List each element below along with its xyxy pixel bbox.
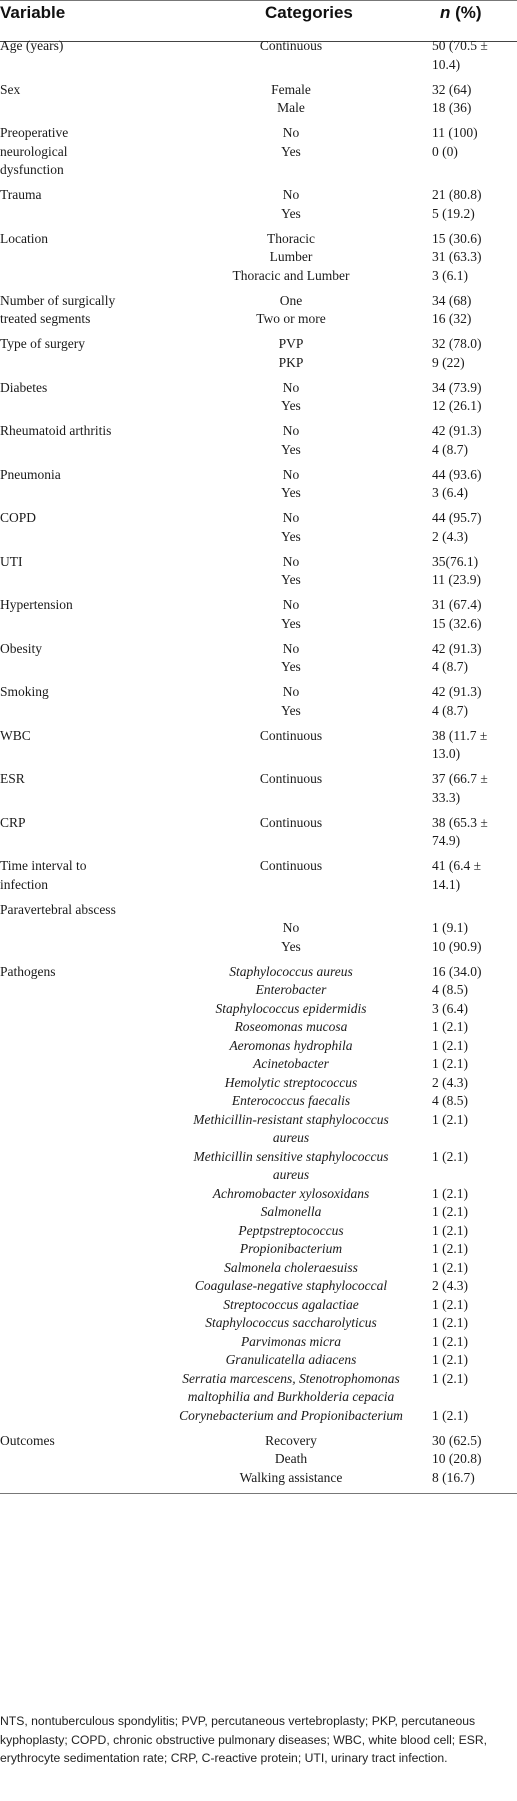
n-percent-cell-line: 10 (20.8)	[432, 1451, 482, 1466]
n-percent-cell	[432, 292, 517, 329]
table-row	[0, 230, 517, 286]
table-row	[0, 814, 517, 851]
category-cell	[160, 81, 422, 118]
category-cell-line: PKP	[278, 354, 304, 370]
category-cell-line: Staphylococcus epidermidis	[215, 1000, 367, 1016]
n-percent-cell-line: 2 (4.3)	[432, 1074, 468, 1090]
category-cell-line: No	[282, 510, 300, 525]
n-percent-cell-line: 14.1)	[432, 876, 461, 892]
n-percent-cell	[432, 1432, 517, 1488]
n-percent-cell-line	[432, 1388, 517, 1407]
n-percent-cell-line: 44 (95.7)	[432, 510, 482, 525]
n-percent-cell	[432, 727, 517, 764]
category-cell	[160, 466, 422, 503]
category-cell-line: Yes	[281, 485, 301, 500]
category-cell-line: Two or more	[256, 311, 326, 326]
n-percent-cell-line: 38 (11.7 ±	[432, 727, 488, 743]
variable-cell-line: Pneumonia	[0, 466, 61, 482]
category-cell	[160, 422, 422, 459]
table-row	[0, 292, 517, 329]
n-percent-cell-line: 1 (2.1)	[432, 1352, 468, 1367]
category-cell-line: Salmonella	[260, 1204, 322, 1219]
n-percent-cell-line: 31 (63.3)	[432, 249, 482, 264]
category-cell-line: Female	[271, 81, 311, 97]
table-row	[0, 186, 517, 223]
n-percent-cell-line: 3 (6.4)	[432, 485, 468, 500]
category-cell	[160, 857, 422, 876]
category-cell-line: Propionibacterium	[239, 1241, 343, 1256]
category-cell	[160, 727, 422, 746]
category-cell-line: Yes	[281, 528, 301, 544]
category-cell-line: Yes	[281, 615, 301, 631]
category-cell-line: No	[282, 597, 300, 612]
variable-cell-line: Rheumatoid arthritis	[0, 423, 112, 438]
variable-cell-line: Time interval to	[0, 858, 87, 873]
variable-cell-line: Diabetes	[0, 379, 48, 395]
variable-cell	[0, 422, 170, 441]
variable-cell-line: dysfunction	[0, 162, 64, 177]
n-percent-cell-line: 1 (2.1)	[432, 1037, 468, 1053]
variable-cell	[0, 640, 170, 659]
table-row	[0, 37, 517, 74]
variable-cell-line: ESR	[0, 771, 25, 786]
n-percent-cell-line: 34 (68)	[432, 292, 472, 308]
n-percent-cell-line: 1 (2.1)	[432, 1259, 468, 1275]
variable-cell	[0, 770, 170, 789]
variable-cell	[0, 596, 170, 615]
category-cell	[160, 230, 422, 286]
category-cell-line: Salmonela choleraesuiss	[224, 1259, 358, 1275]
category-cell-line: Continuous	[259, 38, 323, 53]
category-cell-line: maltophilia and Burkholderia cepacia	[187, 1389, 395, 1404]
n-percent-cell-line	[432, 901, 517, 920]
n-percent-cell	[432, 814, 517, 851]
n-percent-cell-line: 8 (16.7)	[432, 1469, 475, 1485]
table-row	[0, 727, 517, 764]
category-cell-line: Acinetobacter	[253, 1056, 329, 1071]
n-percent-cell-line: 74.9)	[432, 833, 461, 848]
n-percent-cell-line: 1 (2.1)	[432, 1204, 468, 1219]
category-cell-line: Hemolytic streptococcus	[224, 1074, 358, 1090]
n-percent-cell-line: 42 (91.3)	[432, 640, 482, 656]
n-percent-cell-line: 12 (26.1)	[432, 398, 482, 413]
table-bottom-rule	[0, 1493, 517, 1494]
n-percent-cell-line: 1 (2.1)	[432, 1315, 468, 1330]
category-cell-line: Yes	[281, 143, 301, 159]
category-cell-line	[160, 901, 422, 920]
category-cell-line: No	[282, 379, 300, 395]
variable-cell-line: neurological	[0, 143, 68, 159]
n-percent-cell-line: 10.4)	[432, 56, 461, 72]
variable-cell-line: Smoking	[0, 684, 49, 699]
n-percent-cell-line: 34 (73.9)	[432, 379, 482, 395]
category-cell-line: Yes	[281, 659, 301, 674]
n-percent-cell-line	[432, 1129, 517, 1148]
header-n: n	[440, 3, 451, 22]
variable-cell	[0, 1432, 170, 1451]
table-row	[0, 509, 517, 546]
variable-cell	[0, 230, 170, 249]
category-cell	[160, 814, 422, 833]
n-percent-cell-line: 4 (8.7)	[432, 702, 468, 718]
category-cell-line: Yes	[281, 702, 301, 718]
variable-cell	[0, 186, 170, 205]
n-percent-cell	[432, 124, 517, 161]
n-percent-cell-line: 9 (22)	[432, 354, 465, 370]
category-cell-line: Recovery	[265, 1432, 317, 1448]
category-cell	[160, 901, 422, 957]
variable-cell	[0, 466, 170, 485]
table-row	[0, 81, 517, 118]
category-cell	[160, 124, 422, 161]
n-percent-cell-line: 10 (90.9)	[432, 938, 482, 954]
category-cell-line: Yes	[281, 205, 301, 221]
category-cell-line: Lumber	[269, 249, 313, 264]
n-percent-cell	[432, 901, 517, 957]
category-cell-line: Staphylococcus saccharolyticus	[205, 1315, 377, 1330]
category-cell	[160, 379, 422, 416]
variable-cell-line: Location	[0, 230, 48, 246]
category-cell-line: No	[282, 423, 300, 438]
n-percent-cell	[432, 422, 517, 459]
n-percent-cell	[432, 81, 517, 118]
n-percent-cell	[432, 683, 517, 720]
category-cell-line: Granulicatella adiacens	[225, 1352, 357, 1367]
n-percent-cell	[432, 596, 517, 633]
n-percent-cell	[432, 509, 517, 546]
variable-cell	[0, 509, 170, 528]
n-percent-cell-line: 1 (2.1)	[432, 1407, 468, 1423]
table-row	[0, 640, 517, 677]
table-row	[0, 770, 517, 807]
category-cell-line: Continuous	[259, 814, 323, 830]
variable-cell-line: Type of surgery	[0, 336, 86, 351]
n-percent-cell-line: 42 (91.3)	[432, 423, 482, 438]
n-percent-cell-line: 1 (2.1)	[432, 1148, 468, 1164]
n-percent-cell-line: 0 (0)	[432, 143, 458, 159]
category-cell	[160, 963, 422, 1426]
n-percent-cell-line: 15 (32.6)	[432, 615, 482, 631]
n-percent-cell-line: 1 (2.1)	[432, 1296, 468, 1312]
category-cell-line: Staphylococcus aureus	[229, 963, 353, 979]
variable-cell-line: CRP	[0, 814, 26, 830]
variable-cell	[0, 379, 170, 398]
n-percent-cell-line: 13.0)	[432, 746, 461, 761]
n-percent-cell-line: 50 (70.5 ±	[432, 38, 488, 53]
variable-cell	[0, 901, 170, 920]
category-cell	[160, 335, 422, 372]
category-cell	[160, 292, 422, 329]
category-cell	[160, 683, 422, 720]
category-cell-line: Streptococcus agalactiae	[223, 1296, 359, 1312]
table-header	[0, 0, 517, 42]
table-row	[0, 857, 517, 894]
category-cell-line: No	[282, 684, 300, 699]
category-cell-line: No	[282, 920, 300, 935]
variable-cell	[0, 963, 170, 982]
variable-cell-line: Pathogens	[0, 963, 56, 979]
header-categories: Categories	[265, 3, 353, 22]
category-cell-line: No	[282, 553, 300, 569]
n-percent-cell-line: 31 (67.4)	[432, 597, 482, 612]
variable-cell	[0, 857, 170, 894]
category-cell-line: Enterobacter	[255, 982, 327, 997]
category-cell	[160, 509, 422, 546]
n-percent-cell-line: 21 (80.8)	[432, 187, 482, 202]
n-percent-cell-line: 2 (4.3)	[432, 528, 468, 544]
variable-cell-line: Preoperative	[0, 125, 69, 140]
variable-cell	[0, 335, 170, 354]
header-variable: Variable	[0, 3, 66, 22]
variable-cell-line: UTI	[0, 553, 23, 569]
category-cell-line: Roseomonas mucosa	[234, 1019, 348, 1034]
n-percent-cell-line: 18 (36)	[432, 100, 472, 115]
n-percent-cell-line: 4 (8.7)	[432, 441, 468, 457]
n-percent-cell	[432, 770, 517, 807]
n-percent-cell-line: 33.3)	[432, 789, 461, 805]
table-row	[0, 553, 517, 590]
category-cell	[160, 640, 422, 677]
category-cell-line: Parvimonas micra	[240, 1333, 342, 1349]
table-row	[0, 596, 517, 633]
category-cell-line: No	[282, 640, 300, 656]
variable-cell-line: infection	[0, 876, 48, 892]
n-percent-cell	[432, 335, 517, 372]
table-row	[0, 683, 517, 720]
n-percent-cell-line: 11 (23.9)	[432, 572, 481, 587]
n-percent-cell-line: 37 (66.7 ±	[432, 771, 488, 786]
variable-cell	[0, 37, 170, 56]
table-row	[0, 1432, 517, 1488]
category-cell-line: Continuous	[259, 727, 323, 743]
category-cell-line: One	[279, 292, 303, 308]
n-percent-cell-line: 4 (8.5)	[432, 982, 468, 997]
category-cell-line: Aeromonas hydrophila	[229, 1037, 353, 1053]
category-cell-line: Methicillin-resistant staphylococcus	[193, 1111, 389, 1127]
category-cell-line: Peptpstreptococcus	[238, 1222, 344, 1238]
category-cell-line: Achromobacter xylosoxidans	[212, 1185, 370, 1201]
n-percent-cell	[432, 963, 517, 1426]
n-percent-cell-line: 16 (34.0)	[432, 963, 482, 979]
n-percent-cell-line: 42 (91.3)	[432, 684, 482, 699]
n-percent-cell-line: 1 (2.1)	[432, 1019, 468, 1034]
table-footnote: NTS, nontuberculous spondylitis; PVP, percutaneous vertebroplasty; PKP, percutaneous kyphoplasty; COPD, chronic obstructive pulmonary diseases; WBC, white blood cell; ESR, erythrocyte sedimentation rate; CRP, C-reactive protein; UTI, urinary tract infection.	[0, 1714, 488, 1765]
category-cell-line: Continuous	[259, 858, 323, 873]
category-cell-line: Coagulase-negative staphylococcal	[194, 1278, 388, 1293]
category-cell-line: Yes	[281, 398, 301, 413]
n-percent-cell-line: 1 (2.1)	[432, 1111, 468, 1127]
n-percent-cell-line: 1 (2.1)	[432, 1185, 468, 1201]
n-percent-cell-line: 1 (9.1)	[432, 920, 468, 935]
variable-cell-line: Trauma	[0, 187, 42, 202]
table-row	[0, 466, 517, 503]
category-cell	[160, 596, 422, 633]
n-percent-cell-line: 30 (62.5)	[432, 1432, 482, 1448]
category-cell-line: Thoracic and Lumber	[232, 267, 350, 283]
category-cell	[160, 1432, 422, 1488]
n-percent-cell	[432, 230, 517, 286]
n-percent-cell-line: 41 (6.4 ±	[432, 858, 482, 873]
category-cell-line: Yes	[281, 938, 301, 954]
category-cell	[160, 770, 422, 789]
category-cell	[160, 553, 422, 590]
category-cell-line: Death	[274, 1451, 308, 1466]
n-percent-cell-line: 11 (100)	[432, 125, 478, 140]
table-row	[0, 379, 517, 416]
n-percent-cell-line: 4 (8.5)	[432, 1093, 468, 1108]
n-percent-cell-line: 44 (93.6)	[432, 466, 482, 482]
n-percent-cell-line: 1 (2.1)	[432, 1241, 468, 1256]
n-percent-cell	[432, 466, 517, 503]
category-cell-line: No	[282, 466, 300, 482]
variable-cell	[0, 814, 170, 833]
n-percent-cell-line: 4 (8.7)	[432, 659, 468, 674]
category-cell-line: Continuous	[259, 771, 323, 786]
table-row	[0, 335, 517, 372]
variable-cell-line: Number of surgically	[0, 292, 116, 308]
n-percent-cell	[432, 553, 517, 590]
n-percent-cell-line: 15 (30.6)	[432, 230, 482, 246]
category-cell-line: Corynebacterium and Propionibacterium	[179, 1407, 403, 1423]
table-row	[0, 422, 517, 459]
variable-cell-line: Obesity	[0, 640, 42, 656]
n-percent-cell	[432, 186, 517, 223]
category-cell-line: Yes	[281, 441, 301, 457]
n-percent-cell-line: 1 (2.1)	[432, 1370, 468, 1386]
category-cell-line: Yes	[281, 572, 301, 587]
variable-cell-line: Hypertension	[0, 597, 73, 612]
category-cell-line: No	[282, 187, 300, 202]
n-percent-cell-line: 3 (6.1)	[432, 267, 468, 283]
table-row	[0, 963, 517, 1426]
table-row	[0, 901, 517, 957]
n-percent-cell	[432, 857, 517, 894]
category-cell	[160, 37, 422, 56]
header-n-percent	[440, 3, 482, 23]
variable-cell	[0, 292, 170, 329]
n-percent-cell-line: 5 (19.2)	[432, 205, 475, 221]
variable-cell-line: Age (years)	[0, 38, 64, 53]
category-cell-line: Enterococcus faecalis	[231, 1093, 351, 1108]
variable-cell-line: Sex	[0, 81, 21, 97]
n-percent-cell-line: 38 (65.3 ±	[432, 814, 488, 830]
category-cell-line: Thoracic	[267, 230, 315, 246]
variable-cell	[0, 683, 170, 702]
n-percent-cell-line: 1 (2.1)	[432, 1056, 468, 1071]
category-cell-line: aureus	[272, 1167, 310, 1182]
variable-cell-line: COPD	[0, 510, 37, 525]
n-percent-cell	[432, 379, 517, 416]
variable-cell	[0, 727, 170, 746]
variable-cell-line: treated segments	[0, 311, 91, 326]
category-cell	[160, 186, 422, 223]
n-percent-cell-line: 3 (6.4)	[432, 1000, 468, 1016]
category-cell-line: Serratia marcescens, Stenotrophomonas	[182, 1370, 400, 1386]
category-cell-line: Walking assistance	[239, 1469, 343, 1485]
category-cell-line: No	[282, 125, 300, 140]
n-percent-cell-line	[432, 1166, 517, 1185]
n-percent-cell	[432, 37, 517, 74]
variable-cell	[0, 553, 170, 572]
category-cell-line: aureus	[272, 1130, 310, 1145]
n-percent-cell-line: 32 (64)	[432, 81, 472, 97]
table-row	[0, 124, 517, 180]
n-percent-cell-line: 16 (32)	[432, 311, 472, 326]
n-percent-cell	[432, 640, 517, 677]
n-percent-cell-line: 1 (2.1)	[432, 1222, 468, 1238]
n-percent-cell-line: 2 (4.3)	[432, 1278, 468, 1293]
category-cell-line: PVP	[278, 336, 304, 351]
variable-cell	[0, 124, 170, 180]
variable-cell-line: Paravertebral abscess	[0, 901, 116, 917]
header-pct: (%)	[450, 3, 482, 22]
variable-cell-line: Outcomes	[0, 1432, 55, 1448]
category-cell-line: Male	[277, 100, 305, 115]
n-percent-cell-line: 35(76.1)	[432, 553, 479, 569]
n-percent-cell-line: 32 (78.0)	[432, 336, 482, 351]
n-percent-cell-line: 1 (2.1)	[432, 1333, 468, 1349]
category-cell-line: Methicillin sensitive staphylococcus	[193, 1148, 389, 1164]
variable-cell	[0, 81, 170, 100]
variable-cell-line: WBC	[0, 727, 31, 743]
